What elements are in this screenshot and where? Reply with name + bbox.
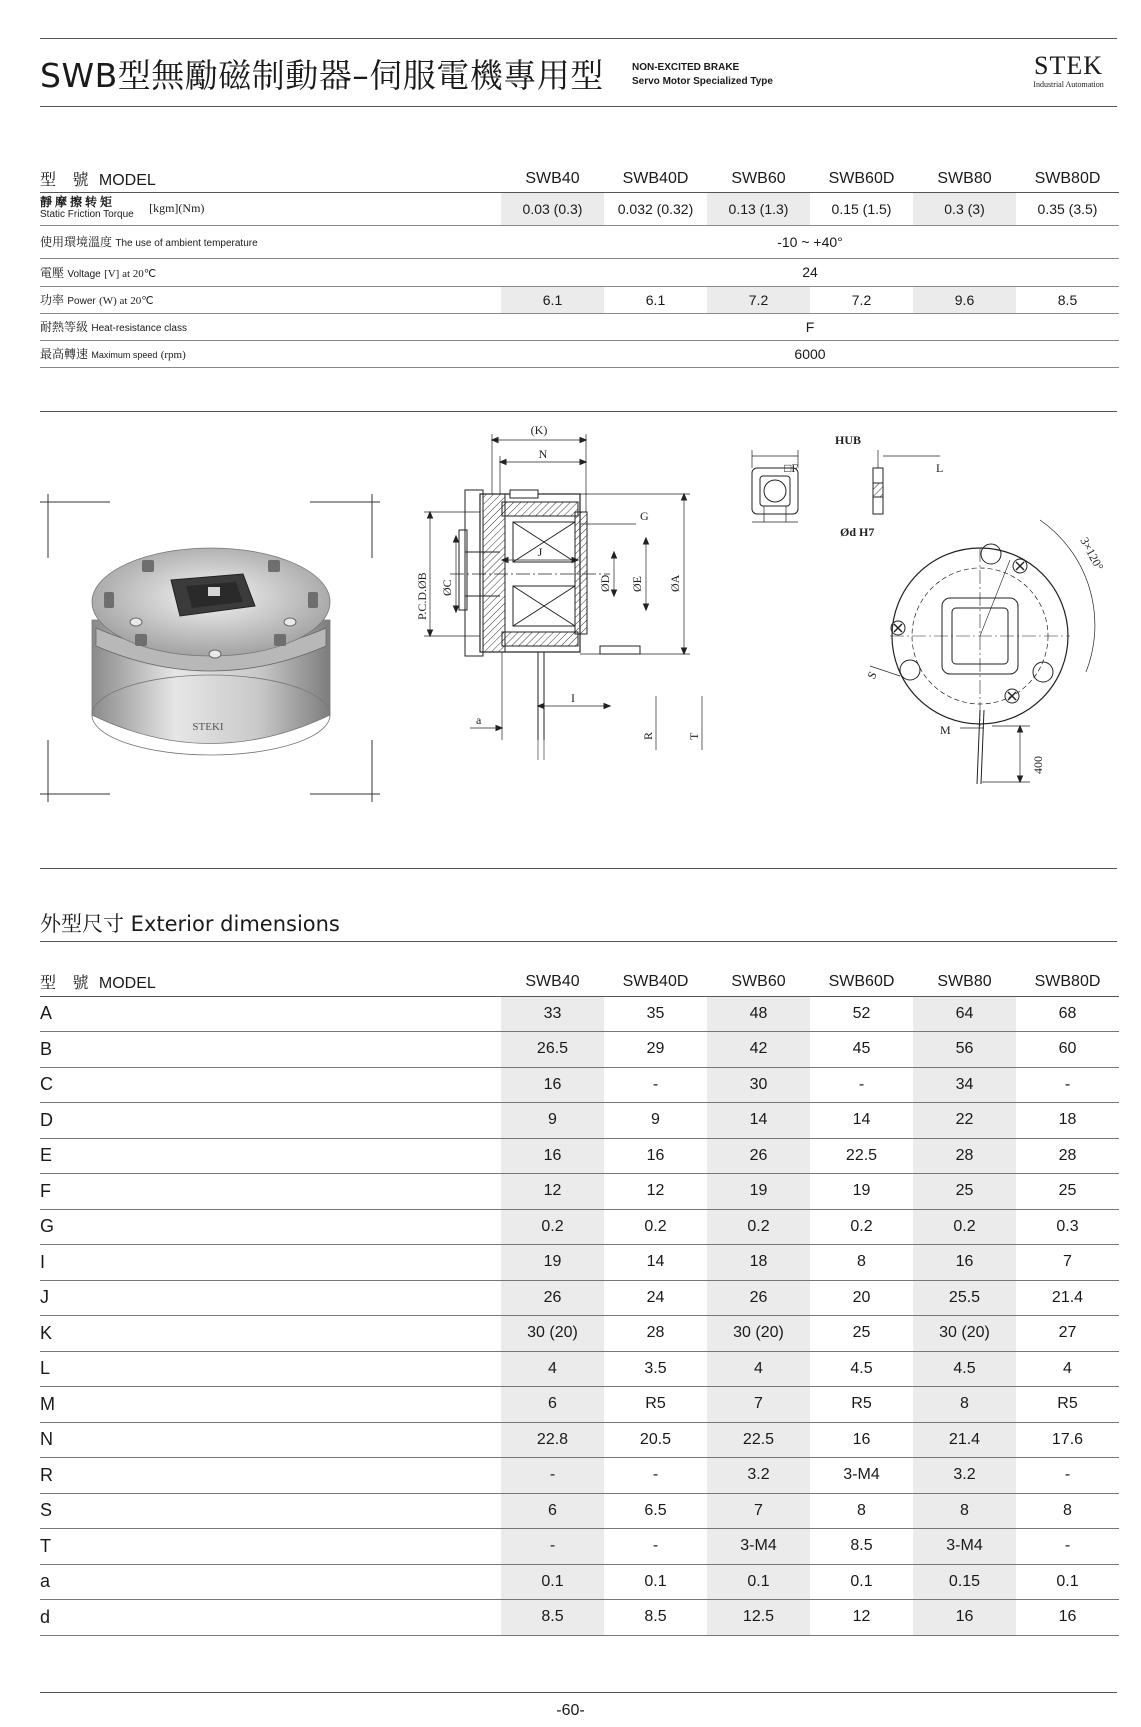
dimension-label: D [40, 1109, 53, 1130]
dimension-label: N [40, 1429, 53, 1450]
dimension-value: 4 [1063, 1359, 1072, 1377]
dimensions-body [40, 996, 1119, 1635]
dimension-value: 30 (20) [501, 1316, 604, 1352]
subtitle-line-1: NON-EXCITED BRAKE [632, 62, 740, 73]
dimension-value: 3.2 [913, 1458, 1016, 1494]
dimension-value: 9 [501, 1103, 604, 1139]
torque-value: 0.03 (0.3) [501, 192, 604, 225]
dimension-value: 25 [852, 1324, 871, 1342]
label-d: ØD [598, 574, 612, 592]
hub-labels [784, 433, 943, 539]
dimension-value: R5 [851, 1395, 872, 1413]
dimension-row [40, 1280, 1119, 1316]
dimension-value: 0.1 [1056, 1572, 1079, 1590]
footer-rule [40, 1692, 1117, 1693]
dimension-value: 26 [707, 1138, 810, 1174]
model-col: SWB60 [731, 169, 786, 187]
dimension-value: - [1064, 1075, 1071, 1093]
torque-label-zh: 靜摩擦转矩 [40, 195, 116, 209]
power-value: 7.2 [707, 286, 810, 313]
dimension-value: 22 [913, 1103, 1016, 1139]
dimension-value: R5 [645, 1395, 666, 1413]
dimension-label: d [40, 1606, 51, 1627]
photo-logo: STEKI [192, 721, 224, 733]
dimension-value: 16 [1058, 1608, 1077, 1626]
dimension-row [40, 1493, 1119, 1529]
dimension-row [40, 1174, 1119, 1210]
dimension-label: S [40, 1500, 53, 1521]
torque-unit: [kgm](Nm) [149, 201, 205, 215]
dimension-value: 28 [646, 1324, 665, 1342]
dim-model-label-en: MODEL [98, 975, 156, 993]
label-m: M [940, 723, 951, 737]
label-j: J [537, 545, 543, 559]
dimension-value: 8.5 [501, 1600, 604, 1636]
dimension-row [40, 1103, 1119, 1139]
dimension-value: 48 [707, 996, 810, 1032]
label-d-bore: Ød H7 [840, 525, 875, 539]
label-a-gap: a [476, 713, 482, 727]
dimension-row [40, 1351, 1119, 1387]
dimension-value: 30 (20) [707, 1316, 810, 1352]
dimension-value: 19 [707, 1174, 810, 1210]
dimensions-header-row [40, 968, 1119, 996]
model-label-zh: 型 號 [40, 172, 95, 190]
dimension-row [40, 1422, 1119, 1458]
dimension-value: 0.15 [913, 1564, 1016, 1600]
label-g: G [640, 509, 649, 523]
dimension-label: I [40, 1251, 46, 1272]
dimension-value: - [652, 1466, 659, 1484]
dimension-value: 3.2 [707, 1458, 810, 1494]
model-col: SWB40 [525, 169, 580, 187]
dimension-row [40, 1529, 1119, 1565]
dimension-value: 20.5 [639, 1430, 672, 1448]
max-speed-label-zh: 最高轉速 [40, 347, 89, 361]
dimension-value: 8 [857, 1253, 866, 1271]
dimension-value: 7 [707, 1387, 810, 1423]
dimension-row [40, 1138, 1119, 1174]
temperature-label-zh: 使用環境溫度 [40, 235, 113, 249]
dimension-row [40, 1564, 1119, 1600]
dimension-value: 20 [852, 1288, 871, 1306]
label-lead-length: 400 [1031, 756, 1045, 774]
torque-value: 0.032 (0.32) [617, 200, 694, 217]
dimension-value: 30 [707, 1067, 810, 1103]
dimension-value: 21.4 [913, 1422, 1016, 1458]
dimension-row [40, 1316, 1119, 1352]
temperature-row [40, 225, 1119, 258]
dimension-value: 0.1 [707, 1564, 810, 1600]
dimension-label: L [40, 1358, 51, 1379]
technical-drawing [40, 410, 1117, 860]
model-col: SWB80D [1034, 169, 1101, 187]
dimension-value: 0.3 [1056, 1217, 1079, 1235]
subtitle-line-2: Servo Motor Specialized Type [632, 76, 773, 87]
dimension-value: - [1064, 1537, 1071, 1555]
torque-value: 0.35 (3.5) [1037, 200, 1098, 217]
dimension-value: 8.5 [644, 1608, 667, 1626]
dim-model-label-zh: 型 號 [40, 975, 95, 993]
voltage-label-en: Voltage [67, 268, 101, 280]
dimension-label: C [40, 1074, 53, 1095]
heat-class-row [40, 313, 1119, 340]
dimension-value: 34 [913, 1067, 1016, 1103]
dimension-value: 22.5 [845, 1146, 878, 1164]
dimension-value: - [501, 1529, 604, 1565]
dim-model-col: SWB80 [937, 972, 992, 990]
dimension-value: 16 [913, 1245, 1016, 1281]
max-speed-label [40, 340, 501, 367]
heat-class-label-en: Heat-resistance class [91, 323, 187, 334]
dimension-value: 6 [501, 1493, 604, 1529]
dimension-value: 3.5 [644, 1359, 667, 1377]
dimension-label: A [40, 1003, 53, 1024]
dimension-value: 22.5 [707, 1422, 810, 1458]
dimension-row [40, 996, 1119, 1032]
dimension-value: 64 [913, 996, 1016, 1032]
dimension-value: 68 [1058, 1004, 1077, 1022]
brand-logo [1020, 52, 1117, 90]
heat-class-value: F [805, 318, 815, 335]
dimensions-table [40, 968, 1119, 1636]
drawing-bottom-rule [40, 868, 1117, 869]
dimension-value: 4.5 [913, 1351, 1016, 1387]
label-angle: 3×120° [1077, 534, 1107, 573]
dim-model-col: SWB60D [828, 972, 895, 990]
dim-model-col: SWB40 [525, 972, 580, 990]
dimension-value: 4 [501, 1351, 604, 1387]
section-view [424, 434, 702, 760]
power-label [40, 286, 501, 313]
power-value: 9.6 [913, 286, 1016, 313]
dimension-value: 24 [646, 1288, 665, 1306]
dimension-label: K [40, 1322, 53, 1343]
dimension-value: 16 [646, 1146, 665, 1164]
dimension-value: 30 (20) [913, 1316, 1016, 1352]
dimension-label: M [40, 1393, 55, 1414]
dimension-value: 0.2 [707, 1209, 810, 1245]
dimension-value: 27 [1058, 1324, 1077, 1342]
dimension-value: 33 [501, 996, 604, 1032]
dimension-value: 26 [501, 1280, 604, 1316]
dimension-value: 0.2 [850, 1217, 873, 1235]
dimension-label: F [40, 1180, 51, 1201]
torque-value: 0.15 (1.5) [831, 200, 892, 217]
dimension-value: 9 [651, 1111, 660, 1129]
heat-class-label [40, 313, 501, 340]
temperature-label-en: The use of ambient temperature [115, 238, 258, 249]
label-l: L [936, 461, 944, 475]
dimensions-section-title: 外型尺寸 Exterior dimensions [40, 912, 340, 936]
dimension-value: 0.2 [913, 1209, 1016, 1245]
dimension-value: 35 [646, 1004, 665, 1022]
page-title: SWB型無勵磁制動器–伺服電機專用型 [40, 56, 604, 95]
dimension-label: T [40, 1535, 51, 1556]
spec-table [40, 162, 1119, 368]
dimension-label: R [40, 1464, 53, 1485]
dimension-value: 12 [852, 1608, 871, 1626]
dim-model-col: SWB80D [1034, 972, 1101, 990]
dimension-value: 18 [707, 1245, 810, 1281]
dimension-label: E [40, 1145, 53, 1166]
dimension-label: G [40, 1216, 55, 1237]
product-photo [40, 494, 380, 802]
dimension-value: 6.5 [644, 1501, 667, 1519]
dimension-label: a [40, 1571, 51, 1592]
temperature-label [40, 225, 501, 258]
voltage-label-suffix: [V] at 20℃ [104, 267, 157, 280]
dimension-value: R5 [1057, 1395, 1078, 1413]
label-i: I [571, 691, 575, 705]
dimensions-title-rule [40, 941, 1117, 942]
dimension-value: 25 [1058, 1182, 1077, 1200]
top-rule [40, 38, 1117, 39]
dimension-value: 56 [913, 1032, 1016, 1068]
dimension-value: 8.5 [850, 1537, 873, 1555]
dimension-value: 19 [852, 1182, 871, 1200]
front-view [870, 520, 1095, 784]
dimension-row [40, 1245, 1119, 1281]
dimension-value: 8 [913, 1387, 1016, 1423]
max-speed-row [40, 340, 1119, 367]
dimension-label: J [40, 1287, 49, 1308]
voltage-label [40, 258, 501, 286]
dim-model-col: SWB60 [731, 972, 786, 990]
hub-title: HUB [834, 433, 862, 447]
logo-wordmark: STEK [1034, 51, 1103, 80]
power-row [40, 286, 1119, 313]
page-number: -60- [556, 1702, 585, 1719]
dimension-value: 16 [501, 1067, 604, 1103]
dim-model-col: SWB40D [622, 972, 689, 990]
max-speed-value: 6000 [794, 345, 826, 362]
torque-row [40, 192, 1119, 225]
dimension-value: 3-M4 [707, 1529, 810, 1565]
dimension-value: 3-M4 [913, 1529, 1016, 1565]
dimension-row [40, 1387, 1119, 1423]
dimension-value: 26.5 [501, 1032, 604, 1068]
dimension-value: 42 [707, 1032, 810, 1068]
drawing-svg [40, 410, 1117, 860]
dimension-value: - [652, 1537, 659, 1555]
label-r: R [641, 731, 655, 740]
dimension-row [40, 1209, 1119, 1245]
label-s: S [864, 668, 880, 682]
torque-value: 0.3 (3) [913, 192, 1016, 225]
voltage-row [40, 258, 1119, 286]
dimension-value: 60 [1058, 1040, 1077, 1058]
model-label-en: MODEL [98, 172, 156, 190]
dimension-value: 4.5 [850, 1359, 873, 1377]
dimension-value: 0.1 [850, 1572, 873, 1590]
dimension-value: 8 [1063, 1501, 1072, 1519]
dimension-value: 29 [646, 1040, 665, 1058]
dimension-row [40, 1067, 1119, 1103]
dimension-value: 4 [707, 1351, 810, 1387]
dimension-value: - [501, 1458, 604, 1494]
power-value: 8.5 [1057, 291, 1078, 308]
dimension-value: 12 [646, 1182, 665, 1200]
torque-value: 0.13 (1.3) [707, 192, 810, 225]
dimension-value: 19 [501, 1245, 604, 1281]
section-labels [415, 423, 701, 740]
label-e: ØE [630, 576, 644, 592]
dimension-value: 0.2 [501, 1209, 604, 1245]
dimension-value: 6 [501, 1387, 604, 1423]
front-view-labels [864, 535, 1106, 774]
dimension-label: B [40, 1038, 53, 1059]
hub-detail [752, 450, 940, 522]
dimension-value: 12 [501, 1174, 604, 1210]
dimension-value: 14 [646, 1253, 665, 1271]
power-value: 6.1 [645, 291, 666, 308]
dimension-value: 7 [1063, 1253, 1072, 1271]
spec-header-row [40, 162, 1119, 192]
dimension-value: 22.8 [501, 1422, 604, 1458]
dimension-value: 16 [913, 1600, 1016, 1636]
dimension-value: 0.2 [644, 1217, 667, 1235]
temperature-value: -10 ~ +40° [777, 233, 843, 250]
model-col: SWB80 [937, 169, 992, 187]
dimension-value: 3-M4 [843, 1466, 880, 1484]
dimension-row [40, 1032, 1119, 1068]
label-n: N [538, 447, 548, 461]
dimension-value: - [1064, 1466, 1071, 1484]
torque-label-en: Static Friction Torque [40, 209, 134, 220]
dimension-row [40, 1458, 1119, 1494]
dimension-value: 8 [857, 1501, 866, 1519]
max-speed-label-suffix: (rpm) [160, 349, 186, 361]
dimension-value: 14 [852, 1111, 871, 1129]
dimension-value: 16 [501, 1138, 604, 1174]
dimension-value: 12.5 [707, 1600, 810, 1636]
dimension-value: 7 [707, 1493, 810, 1529]
label-t: T [687, 732, 701, 740]
dimension-value: 8 [913, 1493, 1016, 1529]
model-header-label [40, 162, 501, 192]
label-k: (K) [530, 423, 548, 437]
power-value: 6.1 [501, 286, 604, 313]
dimension-value: 45 [852, 1040, 871, 1058]
label-c: ØC [440, 579, 454, 596]
dimension-value: - [652, 1075, 659, 1093]
dimension-value: 21.4 [1051, 1288, 1084, 1306]
model-col: SWB40D [622, 169, 689, 187]
dimension-value: 28 [1058, 1146, 1077, 1164]
dimension-value: 17.6 [1051, 1430, 1084, 1448]
dimension-row [40, 1600, 1119, 1636]
dimension-value: 0.1 [644, 1572, 667, 1590]
label-pcd: P.C.D.ØB [415, 572, 429, 620]
dimension-value: 26 [707, 1280, 810, 1316]
header-rule [40, 106, 1117, 107]
dimension-value: 16 [852, 1430, 871, 1448]
dimension-value: 25 [913, 1174, 1016, 1210]
page-subtitle [632, 61, 773, 89]
dimension-value: 14 [707, 1103, 810, 1139]
power-label-en: Power [67, 296, 96, 307]
power-label-zh: 功率 [40, 293, 65, 307]
heat-class-label-zh: 耐熱等級 [40, 320, 89, 334]
power-value: 7.2 [851, 291, 872, 308]
label-a-dia: ØA [668, 574, 682, 592]
model-col: SWB60D [828, 169, 895, 187]
dimension-value: 0.1 [501, 1564, 604, 1600]
logo-tagline: Industrial Automation [1033, 80, 1104, 89]
dimension-value: 28 [913, 1138, 1016, 1174]
dim-model-header-label [40, 968, 501, 996]
dimension-value: 25.5 [913, 1280, 1016, 1316]
dimension-value: 18 [1058, 1111, 1077, 1129]
power-label-suffix: (W) at 20℃ [99, 295, 154, 307]
torque-label [40, 192, 501, 225]
label-f: □F [784, 461, 798, 475]
dimension-value: - [858, 1075, 865, 1093]
max-speed-label-en: Maximum speed [91, 350, 158, 360]
voltage-label-zh: 電壓 [40, 265, 65, 280]
dimension-value: 52 [852, 1004, 871, 1022]
voltage-value: 24 [802, 264, 818, 280]
